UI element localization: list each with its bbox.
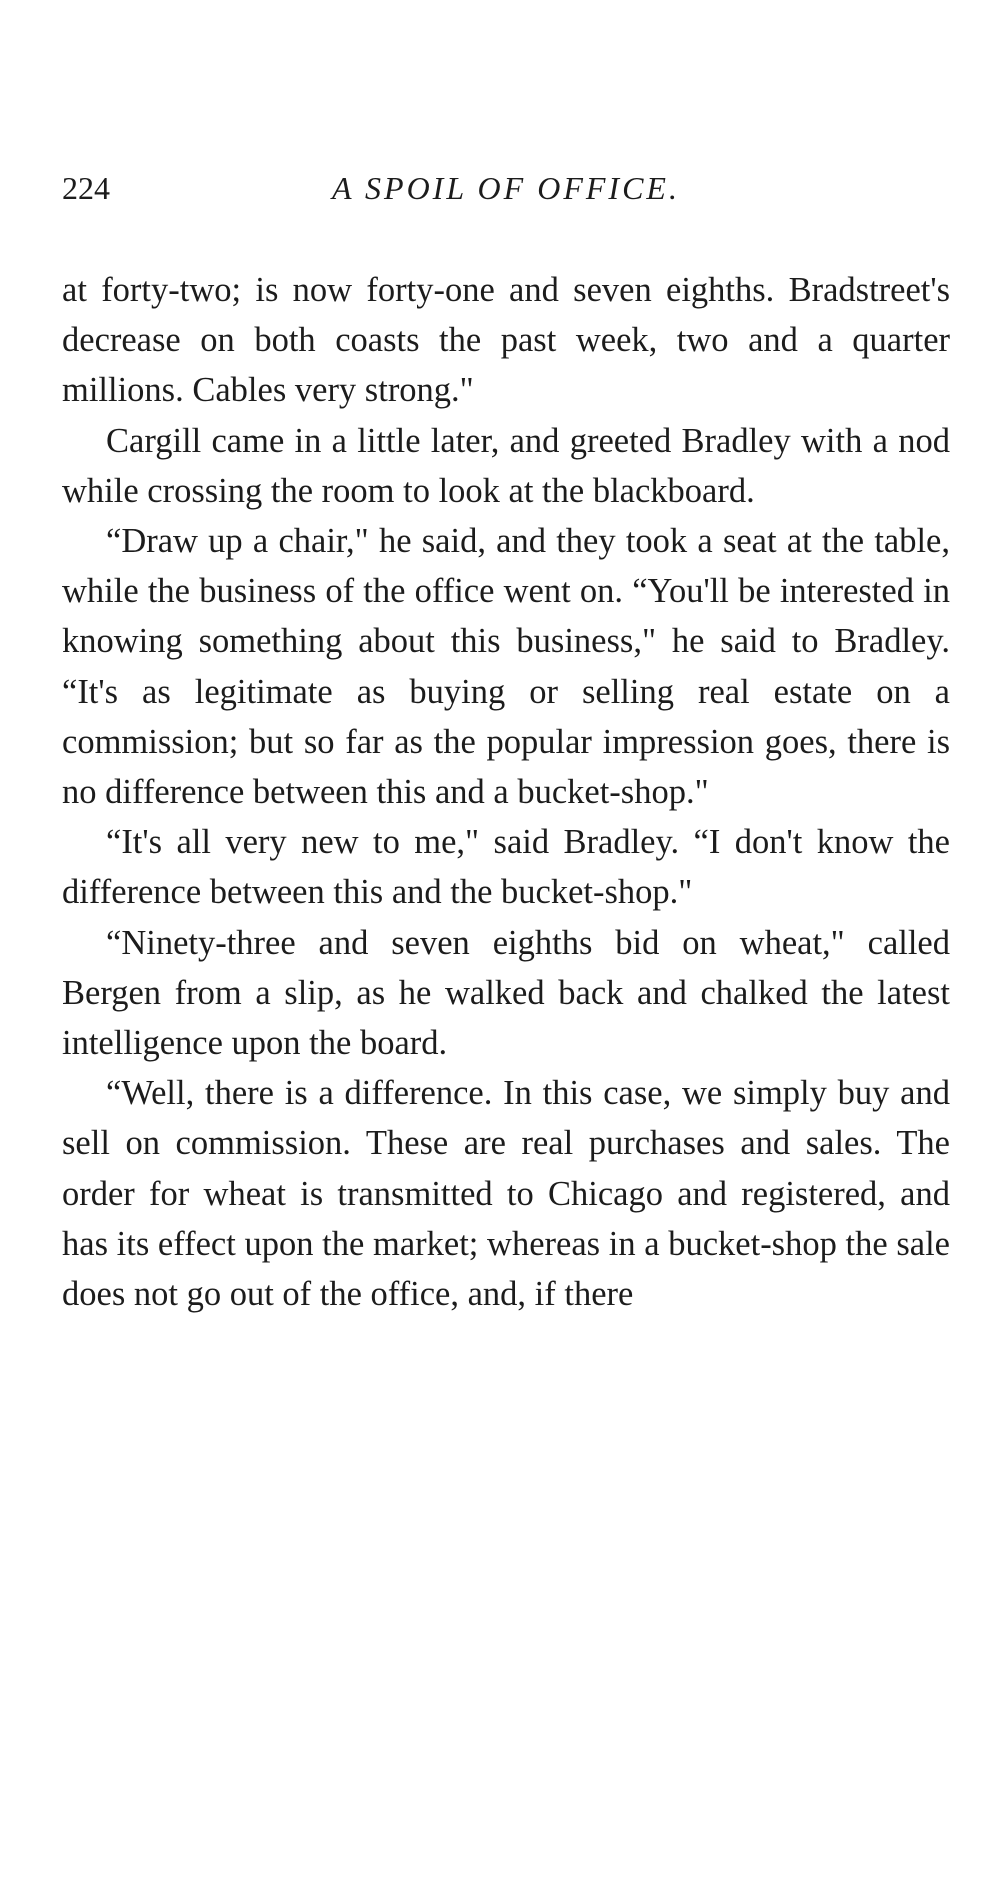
body-text — [62, 265, 950, 1319]
paragraph-cargill-arrives: Cargill came in a little later, and greeted Bradley with a nod while crossing the room to look at the blackboard. — [62, 421, 950, 510]
page-number: 224 — [62, 170, 110, 206]
book-page — [62, 170, 950, 1319]
paragraph-draw-up-chair: “Draw up a chair," he said, and they took a seat at the table, while the business of the office went on. “You'll be interested in knowing something about this business," he said to Bradley. “It's as legitimate as buying or selling real estate on a commission; but so far as the popular impression goes, there is no difference between this and a bucket-shop." — [62, 522, 950, 812]
running-title: A SPOIL OF OFFICE. — [332, 170, 680, 206]
running-head — [62, 170, 950, 220]
paragraph-continuation: at forty-two; is now forty-one and seven eighths. Bradstreet's decrease on both coasts the past week, two and a quarter millions. Cables very strong." — [62, 271, 950, 410]
paragraph-bradley-reply: “It's all very new to me," said Bradley. “I don't know the difference between this and the bucket-shop." — [62, 823, 950, 912]
paragraph-difference-explained: “Well, there is a difference. In this case, we simply buy and sell on commission. These are real purchases and sales. The order for wheat is transmitted to Chicago and registered, and has its effect upon the market; whereas in a bucket-shop the sale does not go out of the office, and, if there — [62, 1074, 950, 1314]
paragraph-bergen-call: “Ninety-three and seven eighths bid on wheat," called Bergen from a slip, as he walked back and chalked the latest intelligence upon the board. — [62, 923, 950, 1063]
